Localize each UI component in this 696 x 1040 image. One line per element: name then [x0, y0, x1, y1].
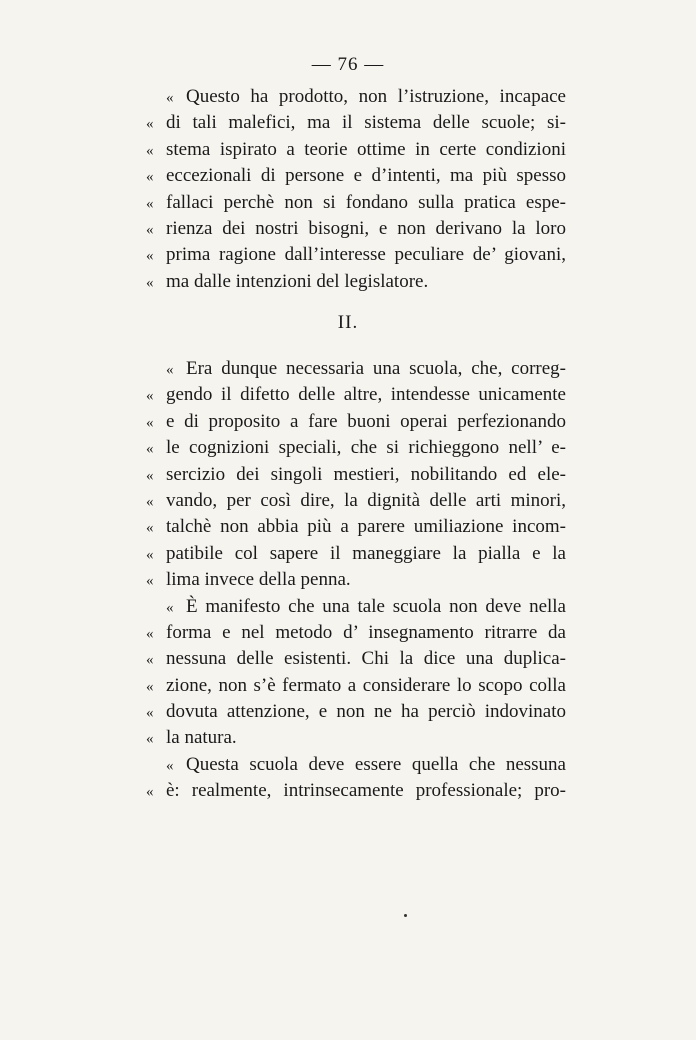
guillemet-mark: « — [166, 757, 174, 774]
guillemet-mark: « — [146, 625, 154, 642]
guillemet-mark: « — [146, 414, 154, 431]
line-text: zione, non s’è fermato a considerare lo scopo colla — [166, 674, 566, 696]
line-text: nessuna delle esistenti. Chi la dice una duplica- — [166, 648, 566, 670]
line-text: lima invece della penna. — [166, 569, 351, 591]
text-line — [146, 216, 566, 242]
section-heading: II. — [337, 312, 359, 333]
text-line — [146, 594, 566, 620]
line-text: e di proposito a fare buoni operai perfezionando — [166, 410, 566, 432]
line-text: eccezionali di persone e d’intenti, ma più spesso — [166, 165, 566, 187]
text-line — [146, 409, 566, 435]
text-line — [146, 242, 566, 268]
text-line — [146, 163, 566, 189]
ink-speck — [404, 914, 407, 917]
line-text: vando, per così dire, la dignità delle arti minori, — [166, 489, 566, 511]
line-text: rienza dei nostri bisogni, e non derivano la loro — [166, 217, 566, 239]
guillemet-mark: « — [146, 546, 154, 563]
line-text: Questa scuola deve essere quella che nessuna — [186, 753, 566, 775]
text-line — [146, 778, 566, 804]
guillemet-mark: « — [146, 221, 154, 238]
page-number: — 76 — — [311, 54, 385, 75]
line-text: È manifesto che una tale scuola non deve nella — [186, 595, 566, 617]
guillemet-mark: « — [166, 362, 174, 378]
text-line — [146, 699, 566, 725]
guillemet-mark: « — [146, 116, 154, 133]
guillemet-mark: « — [146, 388, 154, 405]
text-line — [146, 382, 566, 408]
guillemet-mark: « — [146, 520, 154, 537]
text-line — [146, 84, 566, 110]
guillemet-mark: « — [146, 169, 154, 186]
guillemet-mark: « — [146, 705, 154, 722]
text-line — [146, 462, 566, 488]
text-line — [146, 673, 566, 699]
text-line — [146, 110, 566, 136]
text-line — [146, 514, 566, 540]
line-text: fallaci perchè non si fondano sulla pratica espe- — [166, 191, 566, 213]
line-text: Era dunque necessaria una scuola, che, correg- — [186, 358, 566, 379]
text-line — [146, 269, 566, 295]
line-text: di tali malefici, ma il sistema delle scuole; si- — [166, 112, 566, 134]
text-line — [146, 567, 566, 593]
guillemet-mark: « — [146, 195, 154, 212]
line-text: talchè non abbia più a parere umiliazione incom- — [166, 516, 566, 538]
guillemet-mark: « — [166, 90, 174, 106]
line-text: forma e nel metodo d’ insegnamento ritrarre da — [166, 621, 566, 643]
guillemet-mark: « — [146, 678, 154, 695]
line-text: sercizio dei singoli mestieri, nobilitando ed ele- — [166, 463, 566, 485]
guillemet-mark: « — [146, 493, 154, 510]
text-line — [146, 488, 566, 514]
text-line — [146, 356, 566, 382]
guillemet-mark: « — [146, 142, 154, 159]
line-text: è: realmente, intrinsecamente professionale; pro- — [166, 780, 566, 802]
line-text: ma dalle intenzioni del legislatore. — [166, 270, 429, 292]
guillemet-mark: « — [146, 573, 154, 590]
guillemet-mark: « — [146, 731, 154, 748]
guillemet-mark: « — [166, 599, 174, 616]
text-line — [146, 541, 566, 567]
guillemet-mark: « — [146, 274, 154, 291]
guillemet-mark: « — [146, 441, 154, 458]
line-text: gendo il difetto delle altre, intendesse unicamente — [166, 384, 566, 406]
guillemet-mark: « — [146, 467, 154, 484]
paragraph-2 — [146, 356, 566, 805]
line-text: patibile col sapere il maneggiare la pialla e la — [166, 542, 566, 564]
text-line — [146, 752, 566, 778]
line-text: prima ragione dall’interesse peculiare de’ giovani, — [166, 244, 566, 266]
text-line — [146, 725, 566, 751]
line-text: stema ispirato a teorie ottime in certe condizioni — [166, 138, 566, 160]
line-text: Questo ha prodotto, non l’istruzione, incapace — [186, 86, 566, 107]
paragraph-1 — [146, 84, 566, 295]
text-line — [146, 646, 566, 672]
text-line — [146, 620, 566, 646]
line-text: dovuta attenzione, e non ne ha perciò indovinato — [166, 701, 566, 723]
guillemet-mark: « — [146, 248, 154, 265]
text-line — [146, 435, 566, 461]
line-text: la natura. — [166, 727, 237, 749]
line-text: le cognizioni speciali, che si richieggono nell’ e- — [166, 437, 566, 459]
guillemet-mark: « — [146, 652, 154, 669]
text-line — [146, 190, 566, 216]
guillemet-mark: « — [146, 784, 154, 801]
text-line — [146, 137, 566, 163]
